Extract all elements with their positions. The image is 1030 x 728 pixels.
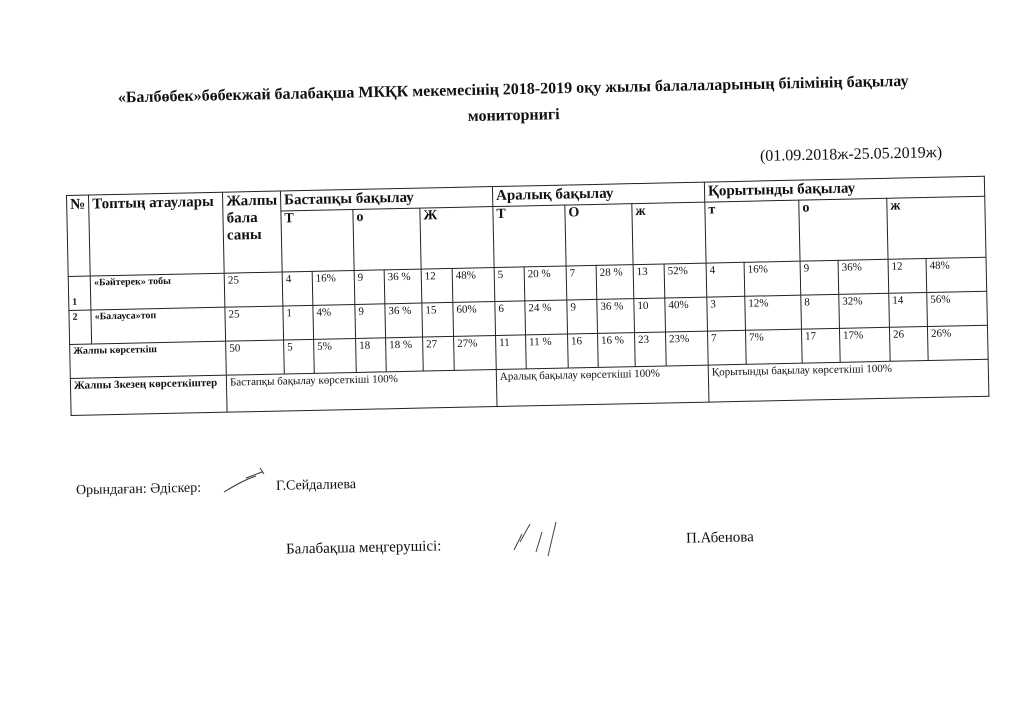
table-cell: 15 [422, 302, 454, 337]
executed-by-label: Орындаған: Әдіскер: [75, 480, 202, 499]
summary-label: Жалпы көрсеткіш [70, 341, 227, 378]
table-cell: 4 [706, 262, 745, 297]
table-cell: 16 % [597, 333, 635, 368]
period-range: (01.09.2018ж-25.05.2019ж) [759, 144, 943, 165]
table-cell: 16% [312, 270, 355, 305]
table-cell: 36 % [384, 269, 422, 304]
subheader-intermediate-o: О [565, 204, 633, 266]
summary-total: 50 [226, 340, 285, 375]
subheader-intermediate-t: Т [493, 205, 566, 267]
footer-stage-final: Қорытынды бақылау көрсеткіші 100% [708, 359, 989, 402]
row-group-name: «Балауса»топ [91, 307, 226, 344]
table-cell: 11 % [525, 334, 568, 369]
table-cell: 4 [282, 271, 313, 306]
table-cell: 4% [313, 304, 356, 339]
header-total-children: Жалпы бала саны [223, 191, 283, 273]
table-cell: 17 [801, 328, 840, 363]
table-cell: 10 [634, 298, 666, 333]
table-cell: 5 [284, 339, 315, 374]
table-cell: 27% [453, 336, 496, 371]
table-cell: 11 [495, 335, 526, 370]
row-num: 2 [69, 310, 92, 344]
signature-methodist [222, 466, 274, 496]
table-cell: 27 [422, 336, 454, 371]
table-cell: 5 [494, 267, 525, 302]
subheader-final-t: т [705, 200, 800, 263]
table-cell: 7 [707, 330, 746, 365]
header-num: № [67, 195, 91, 276]
subheader-initial-zh: Ж [420, 207, 494, 270]
table-cell: 17% [839, 327, 890, 362]
table-cell: 16% [744, 261, 801, 296]
table-cell: 23 [634, 332, 666, 367]
table-cell: 32% [839, 293, 890, 328]
table-cell: 48% [452, 268, 495, 303]
table-cell: 26 [889, 326, 928, 361]
table-cell: 18 [356, 338, 387, 373]
table-cell: 36 % [385, 303, 423, 338]
table-cell: 12 [421, 268, 453, 303]
header-stage-intermediate: Аралық бақылау [492, 182, 704, 206]
table-cell: 8 [801, 294, 840, 329]
table-cell: 12 [888, 259, 927, 294]
subheader-final-zh: ж [887, 196, 986, 259]
header-stage-final: Қорытынды бақылау [704, 176, 984, 202]
monitoring-table-wrap [66, 176, 989, 416]
footer-stage-intermediate: Аралық бақылау көрсеткіші 100% [496, 365, 709, 406]
head-name: П.Абенова [685, 529, 754, 547]
table-cell: 6 [495, 301, 526, 336]
row-group-name: «Бәйтерек» тобы [90, 273, 225, 310]
table-cell: 18 % [385, 337, 423, 372]
table-cell: 24 % [525, 300, 568, 335]
table-cell: 48% [926, 257, 987, 292]
row-num: 1 [68, 276, 91, 310]
table-cell: 7 [566, 265, 597, 300]
header-stage-initial: Бастапқы бақылау [280, 187, 492, 211]
table-cell: 13 [633, 264, 665, 299]
title-line-2: мониторнигі [467, 106, 560, 126]
table-cell: 12% [745, 295, 802, 330]
signature-head [508, 512, 568, 562]
table-cell: 9 [354, 270, 385, 305]
table-cell: 56% [927, 291, 988, 326]
footer-label: Жалпы 3кезең көрсеткіштер [70, 375, 227, 415]
document-title [88, 68, 939, 138]
table-cell: 9 [355, 304, 386, 339]
table-cell: 9 [567, 299, 598, 334]
table-cell: 36 % [597, 299, 635, 334]
row-total: 25 [225, 306, 284, 341]
table-cell: 40% [665, 297, 708, 332]
header-group-name: Топтың атаулары [89, 192, 225, 276]
subheader-initial-o: о [353, 208, 421, 270]
table-cell: 36% [838, 259, 889, 294]
table-cell: 7% [745, 329, 802, 364]
table-cell: 60% [453, 302, 496, 337]
table-cell: 52% [664, 263, 707, 298]
table-cell: 3 [707, 296, 746, 331]
table-cell: 16 [567, 333, 598, 368]
table-cell: 23% [665, 331, 708, 366]
table-cell: 20 % [524, 266, 567, 301]
row-total: 25 [224, 272, 283, 307]
monitoring-table [66, 176, 989, 416]
table-cell: 9 [800, 260, 839, 295]
table-cell: 1 [283, 305, 314, 340]
head-label: Балабақша меңгерушісі: [285, 538, 442, 558]
table-cell: 28 % [596, 265, 634, 300]
table-cell: 26% [927, 325, 988, 360]
table-cell: 5% [314, 338, 357, 373]
table-cell: 14 [889, 292, 928, 327]
footer-stage-initial: Бастапқы бақылау көрсеткіші 100% [226, 370, 497, 413]
title-line-1: «Балбөбек»бөбекжай балабақша МКҚК мекемесінің 2018-2019 оқу жылы балалаларының білімінің бақылау [117, 72, 909, 107]
methodist-name: Г.Сейдалиева [275, 477, 357, 494]
subheader-intermediate-zh: ж [632, 202, 706, 265]
subheader-initial-t: Т [281, 209, 354, 271]
subheader-final-o: о [799, 198, 888, 261]
